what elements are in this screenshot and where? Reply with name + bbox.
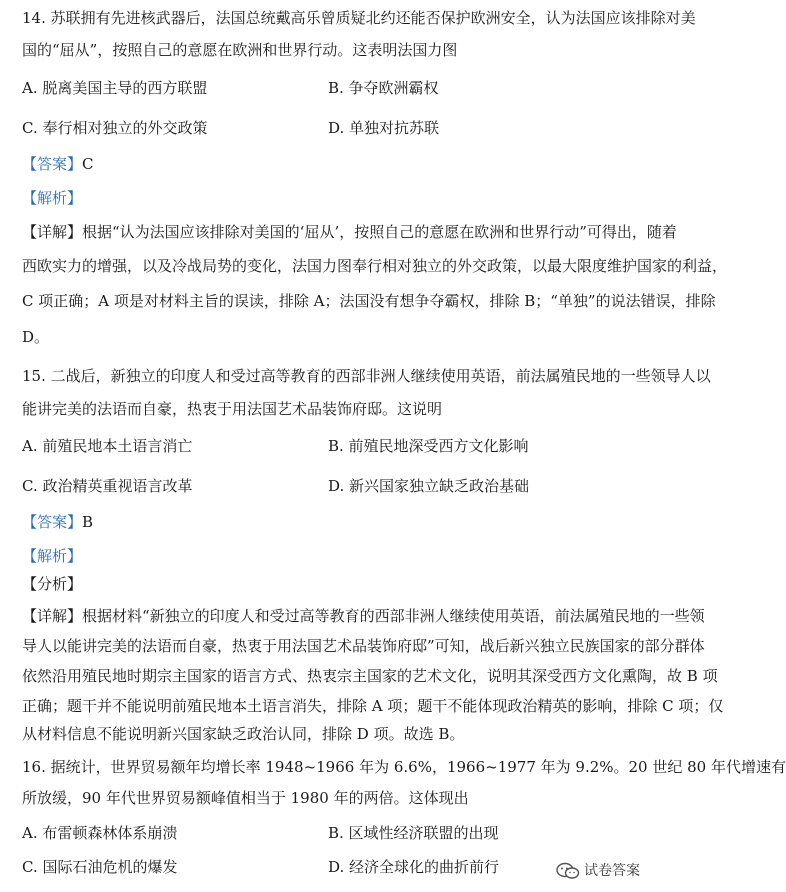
q14-option-b: B. 争夺欧洲霸权 — [328, 79, 439, 97]
q15-analysis-label: 【解析】 — [22, 547, 83, 565]
q14-analysis-label: 【解析】 — [22, 189, 83, 207]
q14-option-d: D. 单独对抗苏联 — [328, 119, 440, 137]
q14-detail-line3: C 项正确；A 项是对材料主旨的误读，排除 A；法国没有想争夺霸权，排除 B；“单独”的说法错误，排除 — [22, 292, 716, 310]
q14-detail-line4: D。 — [22, 328, 50, 346]
q15-fenxi-label: 【分析】 — [22, 575, 83, 593]
q14-answer-value: C — [82, 155, 94, 173]
q15-answer-label: 【答案】 — [22, 513, 83, 531]
watermark — [556, 860, 640, 880]
q15-option-a: A. 前殖民地本土语言消亡 — [22, 437, 193, 455]
q16-option-c: C. 国际石油危机的爆发 — [22, 858, 178, 876]
q14-answer — [22, 154, 94, 174]
q16-option-a: A. 布雷顿森林体系崩溃 — [22, 824, 178, 842]
q15-answer-value: B — [82, 513, 94, 531]
q15-detail-line2: 导人以能讲完美的法语而自豪，热衷于用法国艺术品装饰府邸”可知，战后新兴独立民族国家的部分群体 — [22, 637, 705, 655]
q15-detail-line3: 依然沿用殖民地时期宗主国家的语言方式、热衷宗主国家的艺术文化，说明其深受西方文化熏陶，故 B 项 — [22, 667, 718, 685]
q15-answer — [22, 512, 93, 532]
q15-detail-line5: 从材料信息不能说明新兴国家缺乏政治认同，排除 D 项。故选 B。 — [22, 725, 465, 743]
q14-option-c: C. 奉行相对独立的外交政策 — [22, 119, 208, 137]
q16-option-b: B. 区域性经济联盟的出现 — [328, 824, 499, 842]
q14-stem-line1: 14. 苏联拥有先进核武器后，法国总统戴高乐曾质疑北约还能否保护欧洲安全，认为法国应该排除对美 — [22, 9, 696, 27]
q15-detail-line4: 正确；题干并不能说明前殖民地本土语言消失，排除 A 项；题干不能体现政治精英的影响，排除 C 项；仅 — [22, 697, 724, 715]
q14-stem-line2: 国的“屈从”，按照自己的意愿在欧洲和世界行动。这表明法国力图 — [22, 41, 458, 59]
q14-option-a: A. 脱离美国主导的西方联盟 — [22, 79, 208, 97]
q16-option-d: D. 经济全球化的曲折前行 — [328, 858, 500, 876]
wechat-icon — [556, 862, 580, 880]
q15-option-c: C. 政治精英重视语言改革 — [22, 477, 193, 495]
q15-stem-line2: 能讲完美的法语而自豪，热衷于用法国艺术品装饰府邸。这说明 — [22, 400, 443, 418]
q15-detail-line1: 【详解】根据材料“新独立的印度人和受过高等教育的西部非洲人继续使用英语，前法属殖民地的一些领 — [22, 607, 705, 625]
q16-stem-line1: 16. 据统计，世界贸易额年均增长率 1948~1966 年为 6.6%，1966~1977 年为 9.2%。20 世纪 80 年代增速有 — [22, 758, 786, 776]
q14-answer-label: 【答案】 — [22, 155, 83, 173]
q15-option-d: D. 新兴国家独立缺乏政治基础 — [328, 477, 530, 495]
q14-detail-line2: 西欧实力的增强，以及冷战局势的变化，法国力图奉行相对独立的外交政策，以最大限度维护国家的利益， — [22, 257, 728, 275]
q15-stem-line1: 15. 二战后，新独立的印度人和受过高等教育的西部非洲人继续使用英语，前法属殖民地的一些领导人以 — [22, 367, 711, 385]
q15-option-b: B. 前殖民地深受西方文化影响 — [328, 437, 529, 455]
watermark-text: 试卷答案 — [584, 863, 640, 879]
q14-detail-line1: 【详解】根据“认为法国应该排除对美国的‘屈从’，按照自己的意愿在欧洲和世界行动”可得出，随着 — [22, 223, 677, 241]
q16-stem-line2: 所放缓，90 年代世界贸易额峰值相当于 1980 年的两倍。这体现出 — [22, 789, 469, 807]
